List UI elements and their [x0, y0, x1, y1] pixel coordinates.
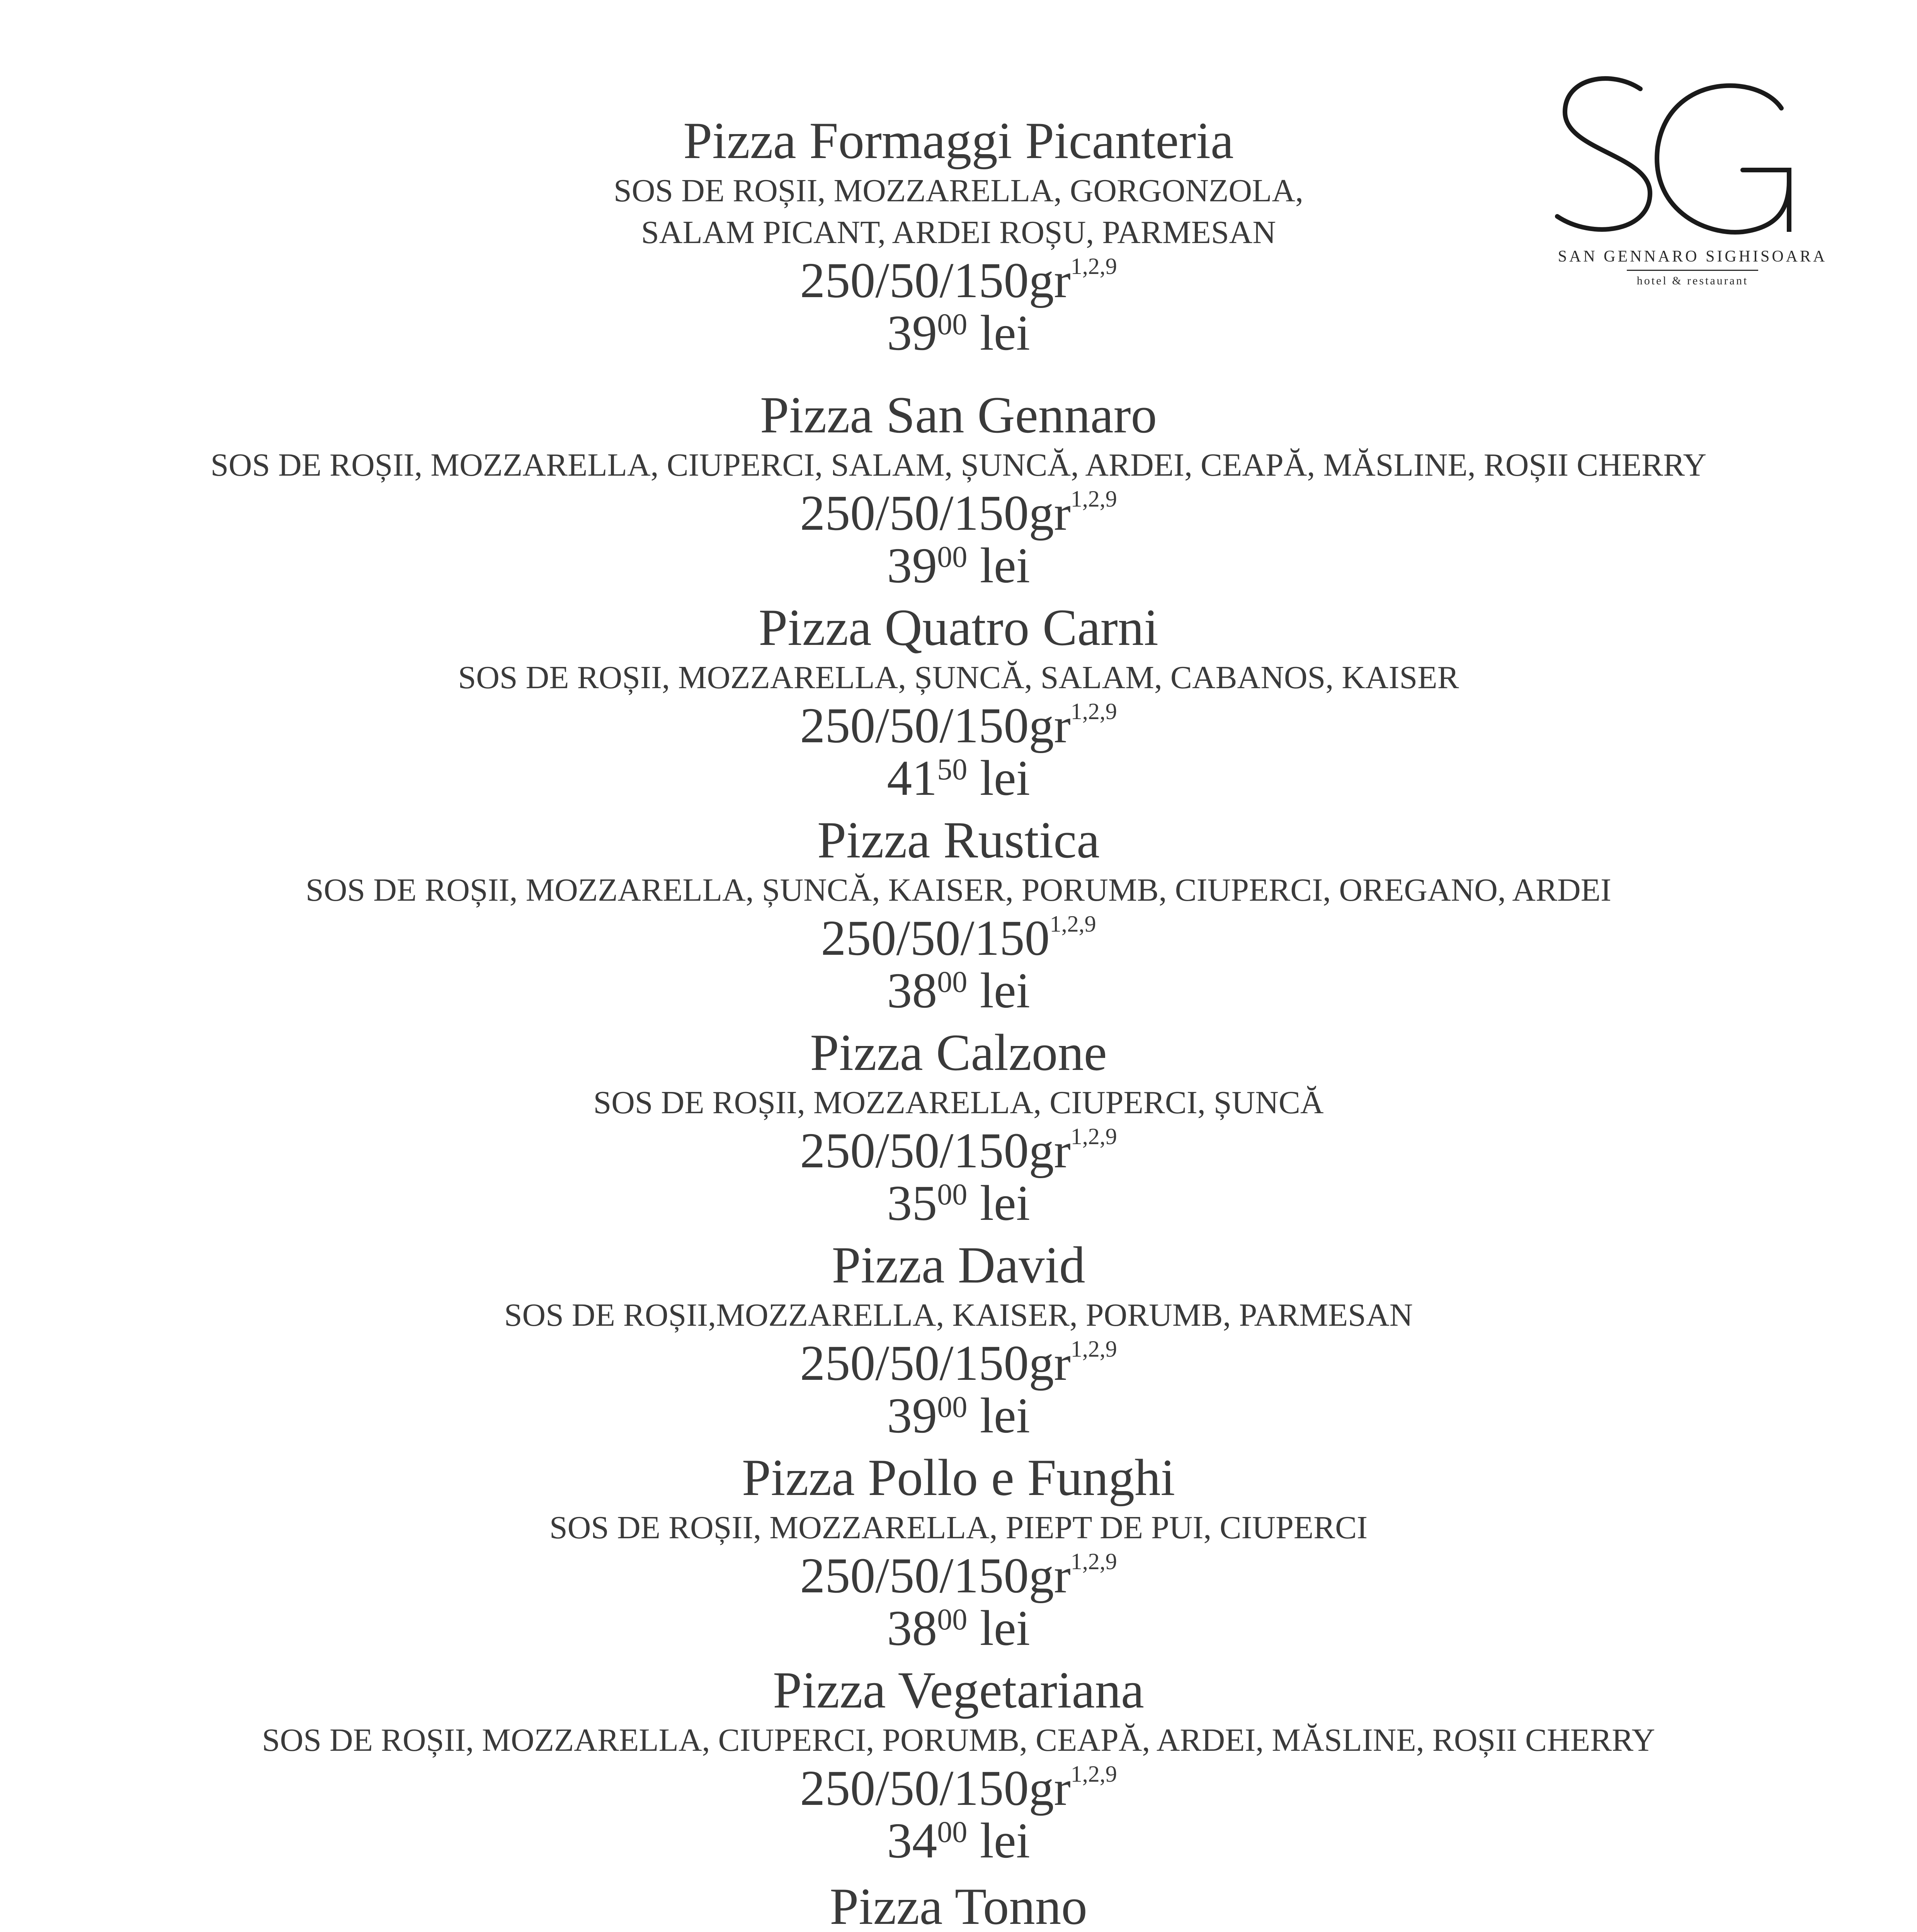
- menu-item: [0, 1878, 1917, 1932]
- item-allergens: 1,2,9: [1070, 486, 1117, 512]
- item-description: SOS DE ROȘII, MOZZARELLA, CIUPERCI, ȘUNCĂ: [593, 1085, 1324, 1121]
- item-price-cents: 00: [937, 1177, 968, 1211]
- item-currency: lei: [980, 305, 1030, 361]
- item-currency: lei: [980, 1600, 1030, 1656]
- item-description: SOS DE ROȘII,MOZZARELLA, KAISER, PORUMB, PARMESAN: [504, 1297, 1413, 1333]
- item-weight: [0, 911, 1917, 965]
- item-name: Pizza Formaggi Picanteria: [683, 112, 1234, 170]
- item-price: [0, 750, 1917, 806]
- item-weight-value: 250/50/150: [821, 910, 1050, 966]
- item-price: [0, 1600, 1917, 1656]
- item-price-main: 41: [887, 750, 937, 806]
- item-weight-value: 250/50/150gr: [800, 485, 1071, 541]
- item-name: Pizza Rustica: [817, 811, 1100, 869]
- item-name: Pizza Quatro Carni: [759, 599, 1158, 656]
- item-description: SOS DE ROȘII, MOZZARELLA, PIEPT DE PUI, CIUPERCI: [549, 1510, 1368, 1546]
- item-price-cents: 00: [937, 965, 968, 998]
- item-weight: [0, 1336, 1917, 1390]
- menu-item: [0, 1024, 1917, 1229]
- menu-item: [0, 386, 1917, 594]
- item-price-main: 34: [887, 1813, 937, 1869]
- item-price: [0, 305, 1917, 361]
- item-price-cents: 00: [937, 307, 968, 341]
- item-weight-value: 250/50/150gr: [800, 698, 1071, 753]
- item-name: Pizza Calzone: [810, 1024, 1107, 1082]
- item-price-cents: 00: [937, 1390, 968, 1423]
- item-currency: lei: [980, 1813, 1030, 1869]
- item-name: Pizza San Gennaro: [760, 386, 1157, 444]
- item-name: Pizza Tonno: [830, 1878, 1087, 1932]
- menu-item: [0, 1662, 1917, 1869]
- item-price: [0, 1175, 1917, 1231]
- item-allergens: 1,2,9: [1070, 1336, 1117, 1362]
- item-price-cents: 00: [937, 1815, 968, 1849]
- item-description: SOS DE ROȘII, MOZZARELLA, CIUPERCI, PORUMB, CEAPĂ, ARDEI, MĂSLINE, ROȘII CHERRY: [262, 1722, 1655, 1758]
- menu-item: [0, 1449, 1917, 1654]
- item-price-cents: 50: [937, 752, 968, 786]
- item-description: SALAM PICANT, ARDEI ROȘU, PARMESAN: [641, 214, 1276, 250]
- item-price-main: 39: [887, 1388, 937, 1444]
- item-allergens: 1,2,9: [1070, 253, 1117, 279]
- menu-item: [0, 1236, 1917, 1444]
- item-weight-value: 250/50/150gr: [800, 1335, 1071, 1391]
- item-price: [0, 1388, 1917, 1444]
- item-allergens: 1,2,9: [1070, 1124, 1117, 1149]
- item-price-main: 39: [887, 305, 937, 361]
- item-weight: [0, 1549, 1917, 1603]
- item-price-main: 39: [887, 538, 937, 594]
- item-allergens: 1,2,9: [1070, 1549, 1117, 1574]
- brand-name: SAN GENNARO SIGHISOARA: [1558, 248, 1827, 265]
- item-price: [0, 538, 1917, 594]
- item-weight-value: 250/50/150gr: [800, 253, 1071, 308]
- item-allergens: 1,2,9: [1050, 911, 1096, 937]
- item-currency: lei: [980, 750, 1030, 806]
- item-weight: [0, 486, 1917, 540]
- item-price-cents: 00: [937, 1602, 968, 1636]
- brand-tagline: hotel & restaurant: [1542, 274, 1843, 287]
- item-weight-value: 250/50/150gr: [800, 1123, 1071, 1179]
- item-price: [0, 1813, 1917, 1869]
- item-description: SOS DE ROȘII, MOZZARELLA, ȘUNCĂ, SALAM, CABANOS, KAISER: [458, 660, 1459, 696]
- menu-item: [0, 112, 1917, 359]
- item-weight: [0, 1124, 1917, 1178]
- item-description: SOS DE ROȘII, MOZZARELLA, GORGONZOLA,: [614, 173, 1303, 209]
- item-weight: [0, 699, 1917, 753]
- item-name: Pizza David: [832, 1236, 1085, 1294]
- item-price: [0, 963, 1917, 1019]
- item-currency: lei: [980, 1388, 1030, 1444]
- item-description: SOS DE ROȘII, MOZZARELLA, ȘUNCĂ, KAISER, PORUMB, CIUPERCI, OREGANO, ARDEI: [306, 872, 1611, 908]
- item-weight-value: 250/50/150gr: [800, 1760, 1071, 1816]
- item-currency: lei: [980, 963, 1030, 1019]
- item-weight: [0, 253, 1917, 308]
- item-currency: lei: [980, 1175, 1030, 1231]
- item-price-main: 38: [887, 1600, 937, 1656]
- item-price-cents: 00: [937, 540, 968, 573]
- item-name: Pizza Vegetariana: [773, 1662, 1144, 1719]
- item-currency: lei: [980, 538, 1030, 594]
- item-price-main: 35: [887, 1175, 937, 1231]
- item-weight: [0, 1761, 1917, 1815]
- item-weight-value: 250/50/150gr: [800, 1548, 1071, 1604]
- menu-item: [0, 811, 1917, 1019]
- item-name: Pizza Pollo e Funghi: [742, 1449, 1175, 1507]
- item-description: SOS DE ROȘII, MOZZARELLA, CIUPERCI, SALAM, ȘUNCĂ, ARDEI, CEAPĂ, MĂSLINE, ROȘII CHERRY: [210, 447, 1707, 483]
- item-allergens: 1,2,9: [1070, 1761, 1117, 1787]
- menu-item: [0, 599, 1917, 804]
- item-allergens: 1,2,9: [1070, 699, 1117, 724]
- item-price-main: 38: [887, 963, 937, 1019]
